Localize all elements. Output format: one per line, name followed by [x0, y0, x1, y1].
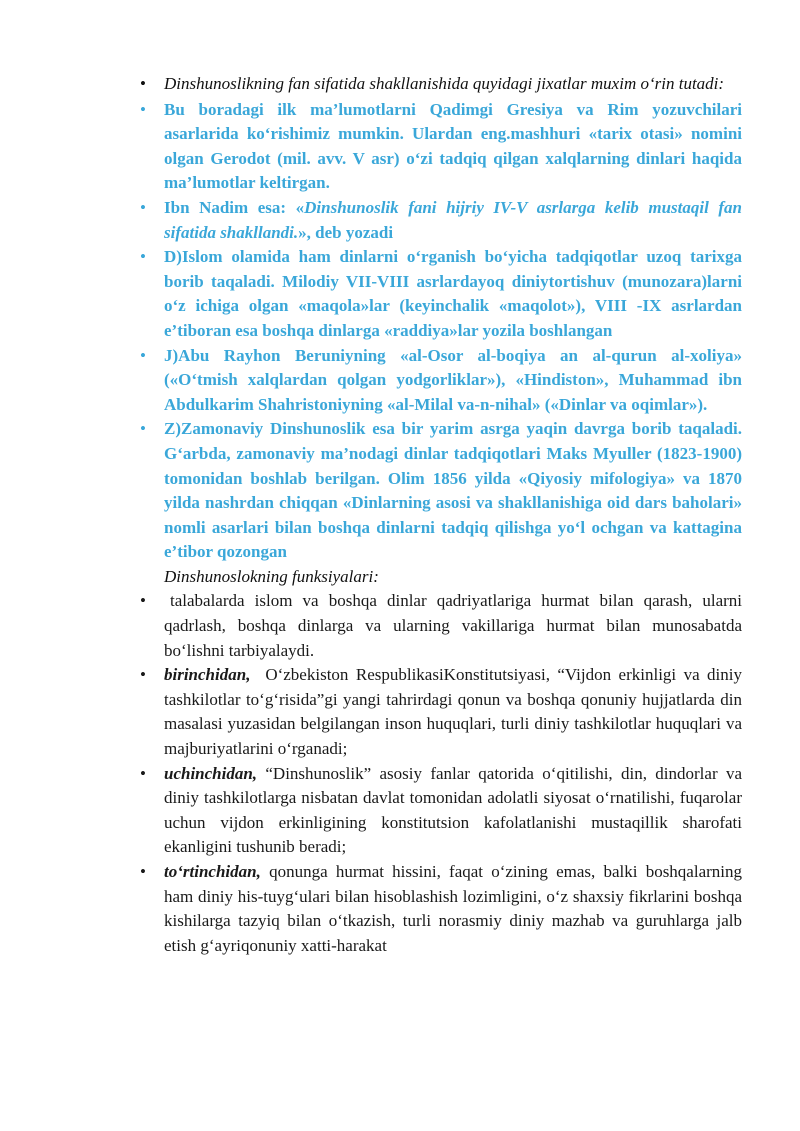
- bullet: •: [140, 74, 146, 93]
- list-item-function-respect: [140, 589, 742, 663]
- lead-word: uchinchidan,: [164, 763, 258, 783]
- list-item-function-first: [140, 663, 742, 761]
- paragraph-text-post: », deb yozadi: [298, 222, 394, 242]
- paragraph-text: Bu boradagi ilk ma’lumotlarni Qadimgi Gresiya va Rim yozuvchilari asarlarida ko‘rishimiz mumkin. Ulardan eng.mashhuri «tarix otasi» nomini olgan Gerodot (mil. avv. V asr) o‘zi tadqiq qilgan xalqlarning dinlari haqida ma’lumotlar keltirgan.: [164, 99, 742, 193]
- paragraph-text: qonunga hurmat hissini, faqat o‘zining emas, balki boshqalarning ham diniy his-tuyg‘ulari bilan hisoblashish lozimligini, o‘z shaxsiy fikrlarini boshqa kishilarga tazyiq bilan o‘tkazish, turli norasmiy diniy mazhab va guruhlarga jalb etish g‘ayriqonuniy xatti-harakat: [164, 862, 743, 955]
- quote-italic: Dinshunoslik fani hijriy IV-V asrlarga kelib mustaqil fan sifatida shakllandi.: [164, 197, 742, 242]
- list-item-function-third: [140, 762, 742, 860]
- bullet: •: [140, 419, 146, 439]
- lead-word: birinchidan,: [164, 665, 251, 685]
- bullet: •: [140, 665, 146, 685]
- paragraph-text-pre: Ibn Nadim esa: «: [164, 197, 305, 217]
- list-item-ibn-nadim: [140, 196, 742, 245]
- bullet: •: [140, 345, 146, 365]
- paragraph-text: “Dinshunoslik” asosiy fanlar qatorida o‘qitilishi, din, dindorlar va diniy tashkilotlarga nisbatan davlat tomonidan adolatli siyosat o‘rnatilishi, fuqarolar uchun vijdon erkinligining konstitutsion kafolatlanishi mustaqillik sharofati ekanligini tushunib beradi;: [164, 763, 742, 857]
- list-item-islamic-world: [140, 245, 742, 343]
- bullet: •: [140, 247, 146, 267]
- paragraph-text: D)Islom olamida ham dinlarni o‘rganish bo‘yicha tadqiqotlar uzoq tarixga borib taqaladi. Milodiy VII-VIII asrlardayoq diniytortishuv (munozara)larni o‘z ichiga olgan «maqola»lar (keyinchalik «maqolot»), VIII -IX asrlardan e’tiboran esa boshqa dinlarga «raddiya»lar yozila boshlangan: [164, 247, 742, 340]
- list-item-intro: [140, 72, 742, 97]
- paragraph-text: talabalarda islom va boshqa dinlar qadriyatlariga hurmat bilan qarash, ularni qadrlash, boshqa dinlarga va ularning vakillariga hurmat bilan munosabatda bo‘lishni tarbiyalaydi.: [164, 591, 742, 660]
- list-item-beruni: [140, 344, 742, 418]
- intro-text: Dinshunoslikning fan sifatida shakllanishida quyidagi jixatlar muxim o‘rin tutadi:: [164, 74, 725, 93]
- bullet: •: [140, 591, 146, 611]
- bullet: •: [140, 197, 146, 217]
- section-heading-functions: Dinshunoslokning funksiyalari:: [164, 566, 379, 586]
- paragraph-text: Z)Zamonaviy Dinshunoslik esa bir yarim asrga yaqin davrga borib taqaladi. G‘arbda, zamonaviy ma’nodagi dinlar tadqiqotlari Maks Myuller (1823-1900) tomonidan boshlab berilgan. Olim 1856 yilda «Qiyosiy mifologiya» va 1870 yilda nashrdan chiqqan «Dinlarning asosi va shakllanishiga oid dars baholari» nomli asarlari bilan boshqa dinlarni tadqiq qilishga yo‘l ochgan va kattagina e’tibor qozongan: [164, 419, 742, 562]
- bullet: •: [140, 99, 146, 119]
- list-item-function-fourth: [140, 860, 742, 958]
- paragraph-text: O‘zbekiston RespublikasiKonstitutsiyasi, “Vijdon erkinligi va diniy tashkilotlar to‘g‘risida”gi yangi tahrirdagi qonun va boshqa qonuniy hujjatlarda din masalasi yuzasidan belgilangan inson huquqlari, turli diniy tashkilotlar huquqlari va majburiyatlarini o‘rganadi;: [164, 665, 743, 759]
- lead-word: to‘rtinchidan,: [164, 862, 261, 881]
- bullet: •: [140, 763, 146, 783]
- list-item-greece-rome: [140, 98, 742, 196]
- paragraph-text: J)Abu Rayhon Beruniyning «al-Osor al-boqiya an al-qurun al-xoliya» («O‘tmish xalqlardan qolgan yodgorliklar»), «Hindiston», Muhammad ibn Abdulkarim Shahristoniyning «al-Milal va-n-nihal» («Dinlar va oqimlar»).: [164, 345, 742, 414]
- bullet: •: [140, 862, 146, 881]
- list-item-modern-studies: [140, 417, 742, 565]
